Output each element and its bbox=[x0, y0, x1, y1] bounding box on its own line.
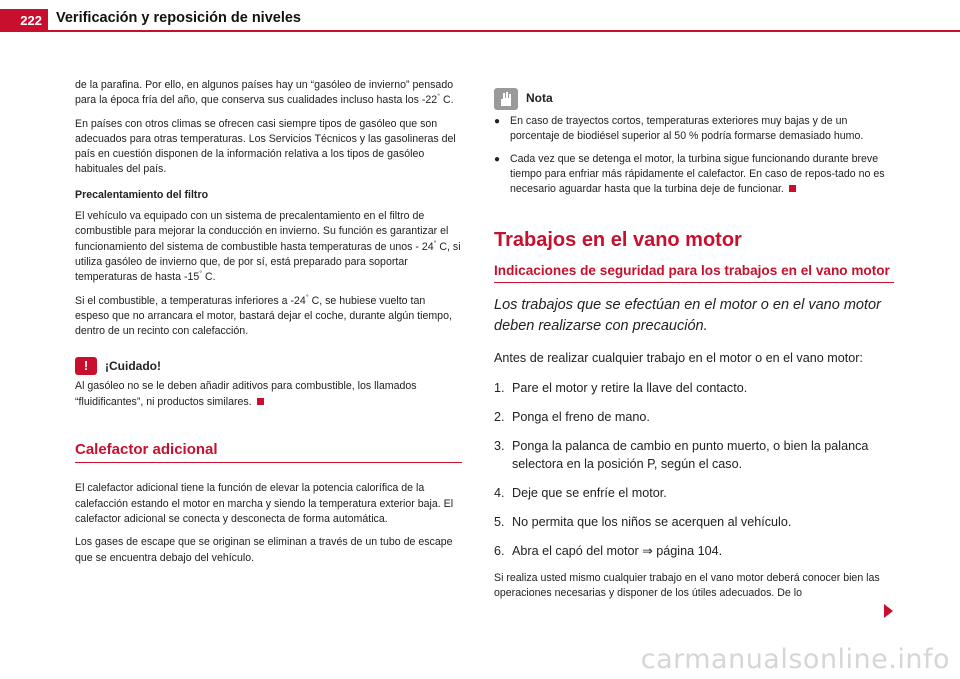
intro-text: Antes de realizar cualquier trabajo en el motor o en el vano motor: bbox=[494, 351, 863, 366]
continued-paragraph: Si realiza usted mismo cualquier trabajo en el vano motor deberá conocer bien las operaciones necesarias y disponer de los útiles adecuados. De lo bbox=[494, 572, 880, 600]
bullet-icon: ● bbox=[494, 153, 501, 165]
header-rule bbox=[48, 30, 960, 32]
end-marker-icon bbox=[789, 185, 796, 192]
paragraph-exhaust: Los gases de escape que se originan se eliminan a través de un tubo de escape que se encuentra debajo del vehículo. bbox=[75, 536, 453, 564]
section-title: Trabajos en el vano motor bbox=[494, 229, 742, 252]
heater-heading: Calefactor adicional bbox=[75, 442, 462, 463]
caution-title: ¡Cuidado! bbox=[105, 358, 161, 373]
watermark: carmanualsonline.info bbox=[640, 644, 950, 675]
note-item: ● Cada vez que se detenga el motor, la turbina sigue funcionando durante breve tiempo para enfriar más rápidamente el calefactor. En caso de repos-tado no es necesario aguardar hasta que la turbina deje de funcionar. bbox=[494, 152, 894, 198]
note-item: ● En caso de trayectos cortos, temperaturas exteriores muy bajas y de un porcentaje de biodiésel superior al 50 % podría formarse demasiado humo. bbox=[494, 114, 894, 145]
continue-arrow-icon bbox=[884, 604, 893, 618]
list-item: 4. Deje que se enfríe el motor. bbox=[494, 486, 667, 501]
paragraph-thick-fuel: Si el combustible, a temperaturas inferiores a -24° C, se hubiese vuelto tan espeso que no arrancara el motor, bastará dejar el coche, durante algún tiempo, dentro de un recinto con calefacción. bbox=[75, 294, 452, 338]
safety-heading: Indicaciones de seguridad para los trabajos en el vano motor bbox=[494, 263, 894, 283]
filter-heating-heading: Precalentamiento del filtro bbox=[75, 188, 209, 201]
note-hand-icon bbox=[494, 88, 518, 110]
note-title: Nota bbox=[526, 91, 553, 106]
caution-text: Al gasóleo no se le deben añadir aditivos para combustible, los llamados “fluidificantes”, ni productos similares. bbox=[75, 380, 417, 408]
paragraph-filter-heating: El vehículo va equipado con un sistema de precalentamiento en el filtro de combustible para mejorar la conducción en invierno. Su función es garantizar el funcionamiento del sistema de combustible hasta temperaturas de unos - 24° C, si utiliza gasóleo de invierno que, de por sí, está preparado para soportar temperaturas de hasta -15° C. bbox=[75, 210, 461, 284]
lead-text: Los trabajos que se efectúan en el motor o en el vano motor deben realizarse con precaución. bbox=[494, 297, 881, 335]
page-reference-link[interactable]: 6. Abra el capó del motor ⇒ página 104. bbox=[494, 544, 723, 559]
caution-callout bbox=[75, 357, 462, 375]
steps-list bbox=[494, 379, 894, 560]
paragraph-heater: El calefactor adicional tiene la función de elevar la potencia calorífica de la calefacción estando el motor en marcha y siendo la temperatura exterior baja. El calefactor adicional se conecta y desconecta de forma automática. bbox=[75, 482, 454, 525]
list-item: 1. Pare el motor y retire la llave del contacto. bbox=[494, 381, 748, 396]
bullet-icon: ● bbox=[494, 116, 501, 127]
paragraph-other-climates: En países con otros climas se ofrecen casi siempre tipos de gasóleo que son adecuados para otras temperaturas. Los Servicios Técnicos y las gasolineras del país en cuestión disponen de la información relativa a los tipos de gasóleo habituales del país. bbox=[75, 117, 456, 176]
list-item: 2. Ponga el freno de mano. bbox=[494, 410, 650, 425]
warning-icon: ! bbox=[75, 357, 97, 375]
paragraph-winter-diesel: de la parafina. Por ello, en algunos países hay un “gasóleo de invierno” pensado para la época fría del año, que conserva sus cualidades incluso hasta los -22° C. bbox=[75, 79, 454, 107]
page-header bbox=[0, 0, 960, 32]
left-column bbox=[75, 78, 462, 574]
list-item: 5. No permita que los niños se acerquen al vehículo. bbox=[494, 515, 792, 530]
end-marker-icon bbox=[257, 398, 264, 405]
running-title: Verificación y reposición de niveles bbox=[56, 10, 301, 26]
note-callout bbox=[494, 88, 894, 110]
page-number: 222 bbox=[0, 9, 48, 32]
list-item: 3. Ponga la palanca de cambio en punto muerto, o bien la palanca selectora en la posición P, según el caso. bbox=[494, 439, 869, 472]
right-column bbox=[494, 88, 894, 602]
